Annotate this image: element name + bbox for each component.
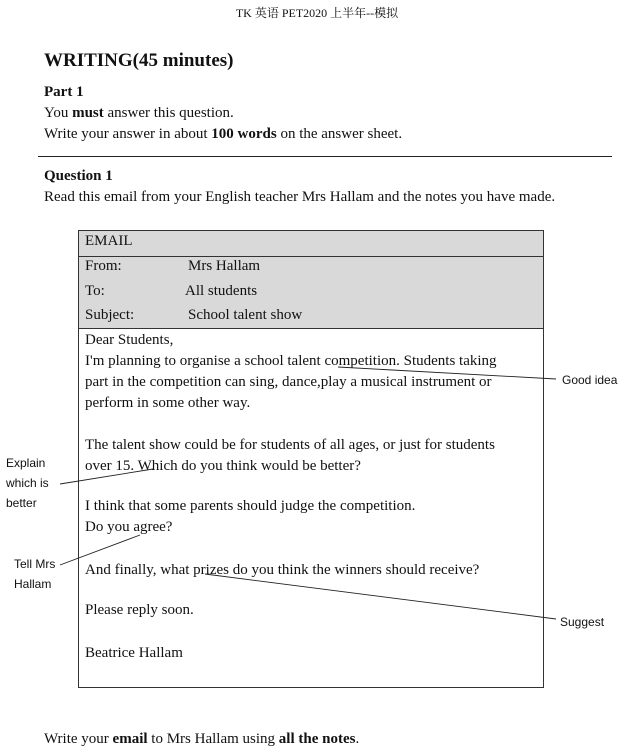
annotation-line-suggest (205, 574, 556, 619)
note-explain-line2: which is (6, 476, 49, 490)
instruction-words: Write your answer in about 100 words on the answer sheet. (44, 126, 403, 142)
note-good-idea: Good idea (562, 373, 618, 387)
note-explain-line1: Explain (6, 456, 46, 470)
email-para3-line1: I think that some parents should judge the competition. (85, 498, 416, 514)
instruction-must: You must answer this question. (44, 105, 234, 121)
page-header: TK 英语 PET2020 上半年--模拟 (235, 6, 399, 20)
email-para2-line2: over 15. Which do you think would be better? (85, 458, 361, 474)
note-suggest: Suggest (560, 615, 605, 629)
annotation-line-explain (60, 469, 153, 484)
to-value: All students (185, 283, 258, 299)
question-text: Read this email from your English teacher Mrs Hallam and the notes you have made. (44, 189, 556, 205)
subject-value: School talent show (188, 307, 303, 323)
email-signature: Beatrice Hallam (85, 645, 183, 661)
email-para3-line2: Do you agree? (85, 519, 173, 535)
question-label: Question 1 (44, 168, 113, 184)
note-tell-line2: Hallam (14, 577, 52, 591)
email-para4: And finally, what prizes do you think the winners should receive? (85, 562, 480, 578)
email-label: EMAIL (85, 233, 133, 249)
email-para2-line1: The talent show could be for students of all ages, or just for students (85, 437, 495, 453)
email-greeting: Dear Students, (85, 332, 174, 348)
annotation-line-good-idea (338, 367, 556, 379)
note-explain-line3: better (6, 496, 37, 510)
email-para1-line3: perform in some other way. (85, 395, 251, 411)
email-para1-line1: I'm planning to organise a school talent competition. Students taking (85, 353, 497, 369)
section-title: WRITING(45 minutes) (44, 50, 234, 71)
annotation-line-tell (60, 535, 140, 565)
part-label: Part 1 (44, 84, 84, 100)
footer-instruction: Write your email to Mrs Hallam using all the notes. (44, 731, 360, 747)
email-para1-line2: part in the competition can sing, dance,play a musical instrument or (85, 374, 492, 390)
email-closing: Please reply soon. (85, 602, 194, 618)
subject-label: Subject: (85, 307, 135, 323)
to-label: To: (85, 283, 105, 299)
from-value: Mrs Hallam (188, 258, 261, 274)
from-label: From: (85, 258, 122, 274)
note-tell-line1: Tell Mrs (14, 557, 56, 571)
